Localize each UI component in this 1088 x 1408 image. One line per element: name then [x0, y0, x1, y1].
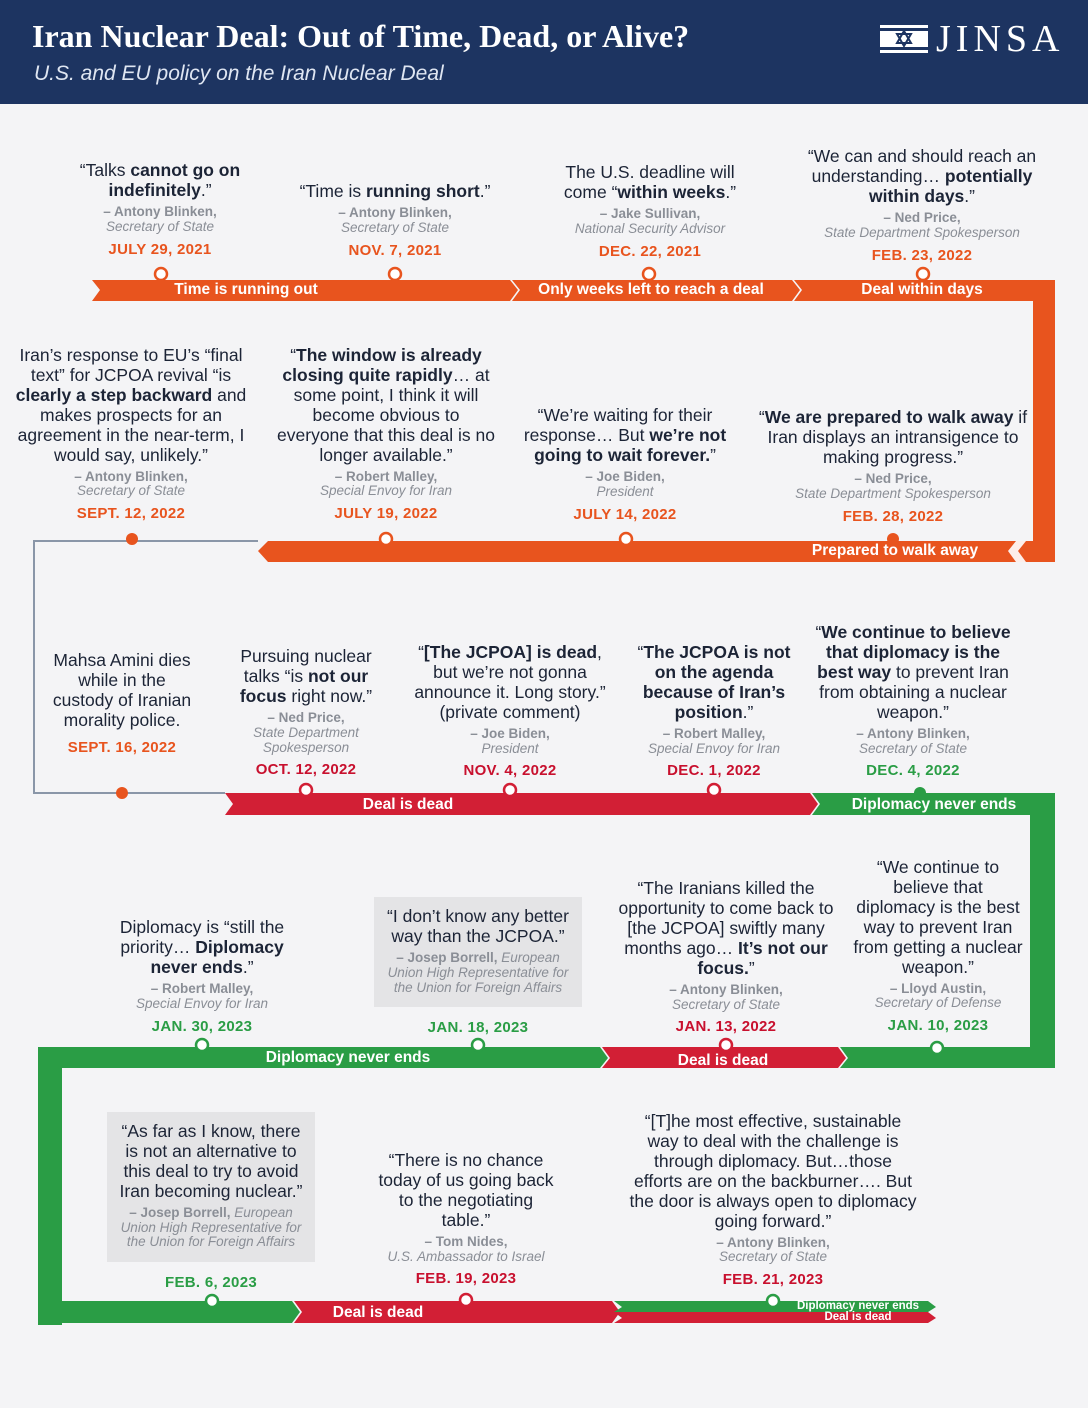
- quote-date: FEB. 19, 2023: [415, 1270, 517, 1288]
- quote-card-q2: [280, 182, 510, 259]
- quote-attribution: – Antony Blinken, Secretary of State: [856, 725, 970, 756]
- quote-attribution: – Lloyd Austin, Secretary of Defense: [874, 980, 1002, 1011]
- quote-date: OCT. 12, 2022: [255, 761, 357, 779]
- quote-date: FEB. 6, 2023: [165, 1274, 257, 1292]
- band-label-only-weeks: Only weeks left to reach a deal: [538, 281, 764, 298]
- band-diplomacy-4: [38, 1301, 300, 1323]
- quote-attribution: – Tom Nides, U.S. Ambassador to Israel: [387, 1233, 545, 1264]
- quote-card-q20: [628, 1112, 918, 1288]
- quote-card-q18: [107, 1112, 315, 1291]
- band-label-deal-within-days: Deal within days: [861, 281, 983, 298]
- quote-card-q1: [65, 161, 255, 258]
- quote-text: “[The JCPOA] is dead, but we’re not gonna announce it. Long story.” (private comment): [414, 642, 606, 722]
- logo-text: JINSA: [936, 18, 1065, 60]
- quote-text: “We can and should reach an understanding… potentially within days.”: [807, 146, 1037, 206]
- quote-card-q6: [276, 346, 496, 522]
- quote-date: DEC. 1, 2022: [667, 762, 761, 780]
- dot-q18: [206, 1295, 218, 1307]
- orange-connector: [1033, 280, 1055, 562]
- quote-box: [107, 1112, 315, 1262]
- dot-q14: [196, 1039, 208, 1051]
- dot-q6: [380, 533, 392, 545]
- band-label-deal-dead-3: Deal is dead: [332, 1304, 424, 1321]
- quote-attribution: – Antony Blinken, Secretary of State: [669, 981, 783, 1012]
- quote-text: “The Iranians killed the opportunity to come back to [the JCPOA] swiftly many months ago… It’s not our focus.”: [618, 878, 834, 978]
- quote-card-q5: [11, 346, 251, 522]
- band-label-prepared-walk-away: Prepared to walk away: [811, 542, 979, 559]
- band-label-diplomacy-1: Diplomacy never ends: [851, 796, 1017, 813]
- quote-card-q16: [616, 879, 836, 1035]
- quote-date: FEB. 28, 2022: [842, 507, 944, 525]
- page-subtitle: U.S. and EU policy on the Iran Nuclear Deal: [34, 62, 444, 85]
- quote-attribution: – Joe Biden, President: [585, 468, 665, 499]
- quote-text: “I don’t know any better way than the JCPOA.”: [387, 906, 569, 946]
- dot-q16: [720, 1039, 732, 1051]
- dot-q9: [116, 787, 128, 799]
- quote-date: JULY 19, 2022: [334, 505, 438, 523]
- band-diplomacy-3: [840, 1047, 1055, 1068]
- dot-q7: [620, 533, 632, 545]
- quote-card-q4: [797, 147, 1047, 264]
- band-label-deal-dead-1: Deal is dead: [362, 796, 454, 813]
- quote-attribution: – Antony Blinken, Secretary of State: [74, 468, 188, 499]
- dot-q3: [643, 268, 655, 280]
- dot-q4: [917, 268, 929, 280]
- dot-q11: [504, 784, 516, 796]
- quote-text: Iran’s response to EU’s “final text” for JCPOA revival “is clearly a step backward and makes prospects for an agreement in the near-term, I would say, unlikely.”: [15, 345, 247, 465]
- quote-card-q10: [231, 647, 381, 778]
- dot-q15: [472, 1039, 484, 1051]
- quote-card-q8: [758, 408, 1028, 525]
- quote-card-q12: [634, 643, 794, 779]
- quote-card-q15: [374, 897, 582, 1036]
- quote-date: FEB. 21, 2023: [722, 1271, 824, 1289]
- green-connector-right: [1030, 793, 1055, 1068]
- quote-attribution: – Ned Price, State Department Spokesperson: [824, 209, 1020, 240]
- quote-text: “We’re waiting for their response… But we’re not going to wait forever.”: [523, 405, 727, 465]
- quote-attribution: – Jake Sullivan, National Security Advisor: [574, 205, 726, 236]
- dot-q17: [931, 1042, 943, 1054]
- event-text: Mahsa Amini dies while in the custody of Iranian morality police.: [52, 650, 192, 730]
- quote-text: “As far as I know, there is not an alternative to this deal to try to avoid Iran becoming nuclear.”: [119, 1121, 303, 1201]
- quote-text: “[T]he most effective, sustainable way to deal with the challenge is through diplomacy. But…those efforts are on the backburner…. But the door is always open to diplomacy going forward.”: [629, 1111, 917, 1231]
- quote-box: [374, 897, 582, 1007]
- quote-text: “The window is already closing quite rapidly… at some point, I think it will become obvious to everyone that this deal is no longer available.”: [277, 345, 495, 465]
- page-title: Iran Nuclear Deal: Out of Time, Dead, or Alive?: [32, 18, 690, 54]
- dot-q1: [155, 268, 167, 280]
- band-label-time-running-out: Time is running out: [174, 281, 318, 298]
- quote-card-q17: [853, 858, 1023, 1034]
- quote-card-q11: [405, 643, 615, 779]
- dot-q12: [708, 784, 720, 796]
- quote-attribution: – Antony Blinken, Secretary of State: [103, 203, 217, 234]
- quote-text: “Talks cannot go on indefinitely.”: [79, 160, 241, 200]
- quote-attribution: – Josep Borrell, European Union High Representative for the Union for Foreign Affairs: [120, 1204, 302, 1250]
- dot-q2: [389, 268, 401, 280]
- dot-q5: [126, 533, 138, 545]
- dot-q19: [460, 1294, 472, 1306]
- quote-date: SEPT. 12, 2022: [76, 505, 186, 523]
- quote-date: NOV. 4, 2022: [463, 762, 557, 780]
- quote-attribution: – Ned Price, State Department Spokesperson: [253, 709, 359, 755]
- quote-date: DEC. 4, 2022: [866, 762, 960, 780]
- quote-attribution: – Antony Blinken, Secretary of State: [338, 204, 452, 235]
- quote-card-q3: [545, 163, 755, 260]
- quote-text: “We continue to believe that diplomacy is the best way to prevent Iran from getting a nuclear weapon.”: [853, 857, 1023, 977]
- quote-text: “Time is running short.”: [299, 181, 491, 201]
- quote-date: DEC. 22, 2021: [598, 242, 702, 260]
- quote-text: Diplomacy is “still the priority… Diplomacy never ends.”: [119, 917, 285, 977]
- quote-card-q9: [52, 651, 192, 756]
- quote-date: JAN. 18, 2023: [427, 1019, 529, 1037]
- quote-date: FEB. 23, 2022: [871, 246, 973, 264]
- quote-date: JAN. 13, 2022: [675, 1018, 777, 1036]
- quote-date: JULY 29, 2021: [108, 240, 212, 258]
- quote-date: NOV. 7, 2021: [348, 241, 442, 259]
- quote-date: JULY 14, 2022: [573, 505, 677, 523]
- quote-attribution: – Robert Malley, Special Envoy for Iran: [135, 980, 269, 1011]
- quote-attribution: – Robert Malley, Special Envoy for Iran: [647, 725, 781, 756]
- quote-card-q14: [107, 918, 297, 1035]
- quote-card-q19: [376, 1151, 556, 1287]
- quote-text: “We are prepared to walk away if Iran displays an intransigence to making progress.”: [758, 407, 1028, 467]
- band-label-deal-dead-4: Deal is dead: [824, 1311, 892, 1323]
- band-label-diplomacy-2: Diplomacy never ends: [265, 1049, 431, 1066]
- quote-date: JAN. 30, 2023: [151, 1017, 253, 1035]
- event-date: SEPT. 16, 2022: [67, 738, 177, 756]
- quote-attribution: – Ned Price, State Department Spokesperson: [795, 470, 991, 501]
- green-connector-left: [38, 1047, 62, 1325]
- quote-card-q13: [808, 623, 1018, 779]
- quote-text: “We continue to believe that diplomacy is the best way to prevent Iran from obtaining a nuclear weapon.”: [815, 622, 1011, 722]
- quote-card-q7: [515, 406, 735, 523]
- dot-q20: [767, 1295, 779, 1307]
- band-label-diplomacy-5: Diplomacy never ends: [796, 1300, 920, 1312]
- quote-attribution: – Joe Biden, President: [470, 725, 550, 756]
- quote-attribution: – Antony Blinken, Secretary of State: [716, 1234, 830, 1265]
- quote-date: JAN. 10, 2023: [887, 1017, 989, 1035]
- band-label-deal-dead-2: Deal is dead: [677, 1052, 769, 1069]
- quote-attribution: – Robert Malley, Special Envoy for Iran: [319, 468, 453, 499]
- quote-text: “The JCPOA is not on the agenda because of Iran’s position.”: [637, 642, 791, 722]
- quote-text: The U.S. deadline will come “within weeks.”: [563, 162, 737, 202]
- quote-text: Pursuing nuclear talks “is not our focus right now.”: [239, 646, 373, 706]
- quote-attribution: – Josep Borrell, European Union High Representative for the Union for Foreign Affairs: [387, 949, 569, 995]
- dot-q10: [300, 784, 312, 796]
- quote-text: “There is no chance today of us going back to the negotiating table.”: [378, 1150, 554, 1230]
- band-deal-dead-1: [225, 793, 818, 815]
